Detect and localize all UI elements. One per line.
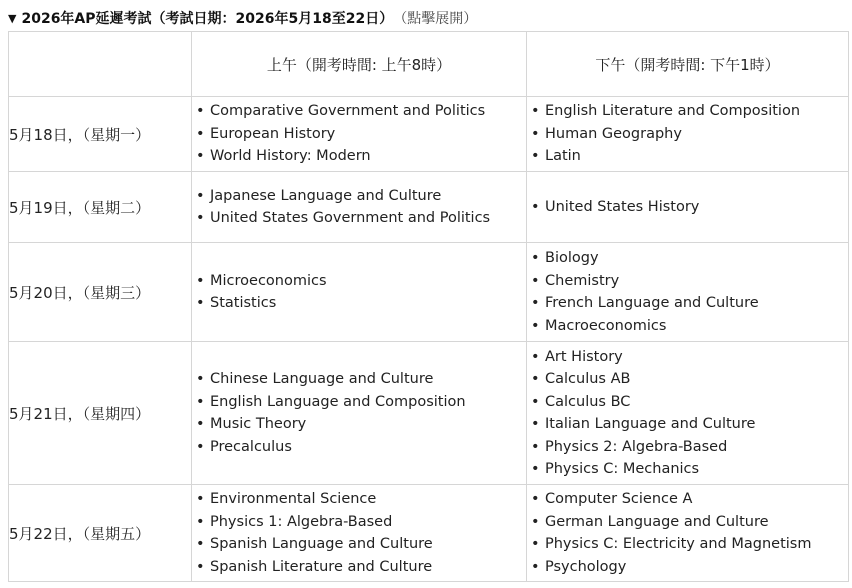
bullet-icon: • (531, 272, 540, 289)
header-afternoon: 下午（開考時間: 下午1時） (527, 32, 849, 97)
bullet-icon: • (196, 393, 205, 410)
list-item (531, 346, 848, 369)
expand-hint: （點擊展開） (393, 11, 478, 27)
exam-name: United States History (545, 198, 700, 215)
list-item (196, 391, 526, 414)
list-item (531, 100, 848, 123)
bullet-icon: • (196, 438, 205, 455)
afternoon-exam-list (527, 488, 848, 578)
list-item (196, 185, 526, 208)
bullet-icon: • (531, 125, 540, 142)
bullet-icon: • (531, 148, 540, 165)
bullet-icon: • (531, 438, 540, 455)
bullet-icon: • (531, 491, 540, 507)
bullet-icon: • (196, 416, 205, 432)
afternoon-exam-list (527, 100, 848, 168)
list-item (196, 488, 526, 511)
exam-name: Computer Science A (545, 491, 693, 507)
list-item (531, 123, 848, 146)
list-item (196, 145, 526, 168)
bullet-icon: • (196, 148, 205, 165)
exam-schedule-table (8, 31, 849, 582)
bullet-icon: • (531, 317, 540, 334)
details-toggle[interactable] (8, 8, 477, 28)
afternoon-cell (527, 172, 849, 243)
table-row (9, 243, 849, 342)
table-row (9, 172, 849, 243)
exam-name: Japanese Language and Culture (210, 187, 442, 204)
exam-name: Physics 2: Algebra-Based (545, 438, 728, 455)
list-item (531, 436, 848, 459)
list-item (531, 368, 848, 391)
exam-name: Precalculus (210, 438, 292, 455)
exam-name: Calculus BC (545, 393, 631, 410)
bullet-icon: • (531, 393, 540, 410)
bullet-icon: • (196, 103, 205, 120)
list-item (531, 270, 848, 293)
bullet-icon: • (196, 558, 205, 575)
bullet-icon: • (531, 371, 540, 387)
list-item (196, 270, 526, 293)
exam-name: English Literature and Composition (545, 103, 801, 120)
bullet-icon: • (196, 513, 205, 530)
list-item (531, 247, 848, 270)
list-item (196, 123, 526, 146)
day-cell: 5月22日，（星期五） (9, 485, 192, 582)
table-row (9, 342, 849, 485)
bullet-icon: • (196, 210, 205, 226)
exam-name: Biology (545, 250, 599, 266)
exam-name: Latin (545, 148, 581, 165)
list-item (196, 436, 526, 459)
bullet-icon: • (196, 371, 205, 387)
exam-name: Spanish Literature and Culture (210, 558, 433, 575)
bullet-icon: • (531, 558, 540, 575)
morning-cell (192, 342, 527, 485)
afternoon-cell (527, 243, 849, 342)
exam-name: German Language and Culture (545, 513, 769, 530)
bullet-icon: • (196, 187, 205, 204)
list-item (531, 145, 848, 168)
bullet-icon: • (531, 513, 540, 530)
list-item (531, 458, 848, 481)
afternoon-exam-list (527, 346, 848, 481)
bullet-icon: • (196, 295, 205, 311)
exam-name: Physics C: Mechanics (545, 461, 700, 477)
list-item (196, 533, 526, 556)
disclosure-triangle-icon[interactable]: ▼ (8, 11, 17, 25)
day-cell: 5月19日，（星期二） (9, 172, 192, 243)
list-item (196, 292, 526, 315)
exam-name: Statistics (210, 295, 277, 311)
bullet-icon: • (196, 491, 205, 507)
exam-name: Psychology (545, 558, 627, 575)
exam-name: Human Geography (545, 125, 682, 142)
day-cell: 5月18日，（星期一） (9, 97, 192, 172)
exam-name: Music Theory (210, 416, 307, 432)
day-cell: 5月21日，（星期四） (9, 342, 192, 485)
bullet-icon: • (531, 536, 540, 552)
bullet-icon: • (196, 125, 205, 142)
bullet-icon: • (196, 536, 205, 552)
exam-name: Physics C: Electricity and Magnetism (545, 536, 812, 552)
exam-name: Comparative Government and Politics (210, 103, 486, 120)
exam-name: Chinese Language and Culture (210, 371, 434, 387)
header-empty-cell (9, 32, 192, 97)
exam-name: Chemistry (545, 272, 620, 289)
bullet-icon: • (531, 198, 540, 215)
list-item (531, 488, 848, 511)
exam-name: Physics 1: Algebra-Based (210, 513, 393, 530)
morning-cell (192, 172, 527, 243)
list-item (196, 413, 526, 436)
afternoon-exam-list (527, 196, 848, 219)
morning-exam-list (192, 185, 526, 230)
list-item (196, 368, 526, 391)
exam-name: Calculus AB (545, 371, 631, 387)
list-item (196, 100, 526, 123)
bullet-icon: • (531, 416, 540, 432)
afternoon-exam-list (527, 247, 848, 337)
exam-name: Spanish Language and Culture (210, 536, 433, 552)
exam-name: World History: Modern (210, 148, 371, 165)
morning-exam-list (192, 488, 526, 578)
exam-name: Italian Language and Culture (545, 416, 756, 432)
table-row (9, 485, 849, 582)
morning-cell (192, 243, 527, 342)
morning-cell (192, 485, 527, 582)
exam-name: Art History (545, 348, 623, 365)
header-morning: 上午（開考時間: 上午8時） (192, 32, 527, 97)
afternoon-cell (527, 485, 849, 582)
header-row (9, 32, 849, 97)
bullet-icon: • (531, 295, 540, 311)
afternoon-cell (527, 342, 849, 485)
list-item (196, 207, 526, 230)
exam-name: French Language and Culture (545, 295, 759, 311)
exam-name: Environmental Science (210, 491, 377, 507)
list-item (531, 196, 848, 219)
exam-name: Microeconomics (210, 272, 327, 289)
list-item (531, 391, 848, 414)
morning-exam-list (192, 100, 526, 168)
day-cell: 5月20日，（星期三） (9, 243, 192, 342)
schedule-body (9, 97, 849, 582)
morning-exam-list (192, 368, 526, 458)
list-item (531, 556, 848, 579)
list-item (531, 292, 848, 315)
list-item (196, 556, 526, 579)
exam-name: English Language and Composition (210, 393, 466, 410)
section-title: 2026年AP延遲考試（考試日期：2026年5月18至22日） (21, 11, 394, 27)
bullet-icon: • (531, 250, 540, 266)
bullet-icon: • (531, 103, 540, 120)
list-item (531, 511, 848, 534)
morning-cell (192, 97, 527, 172)
bullet-icon: • (531, 461, 540, 477)
list-item (531, 533, 848, 556)
morning-exam-list (192, 270, 526, 315)
bullet-icon: • (196, 272, 205, 289)
exam-name: Macroeconomics (545, 317, 667, 334)
exam-name: United States Government and Politics (210, 210, 491, 226)
list-item (196, 511, 526, 534)
bullet-icon: • (531, 348, 540, 365)
list-item (531, 315, 848, 338)
afternoon-cell (527, 97, 849, 172)
table-row (9, 97, 849, 172)
list-item (531, 413, 848, 436)
exam-name: European History (210, 125, 336, 142)
